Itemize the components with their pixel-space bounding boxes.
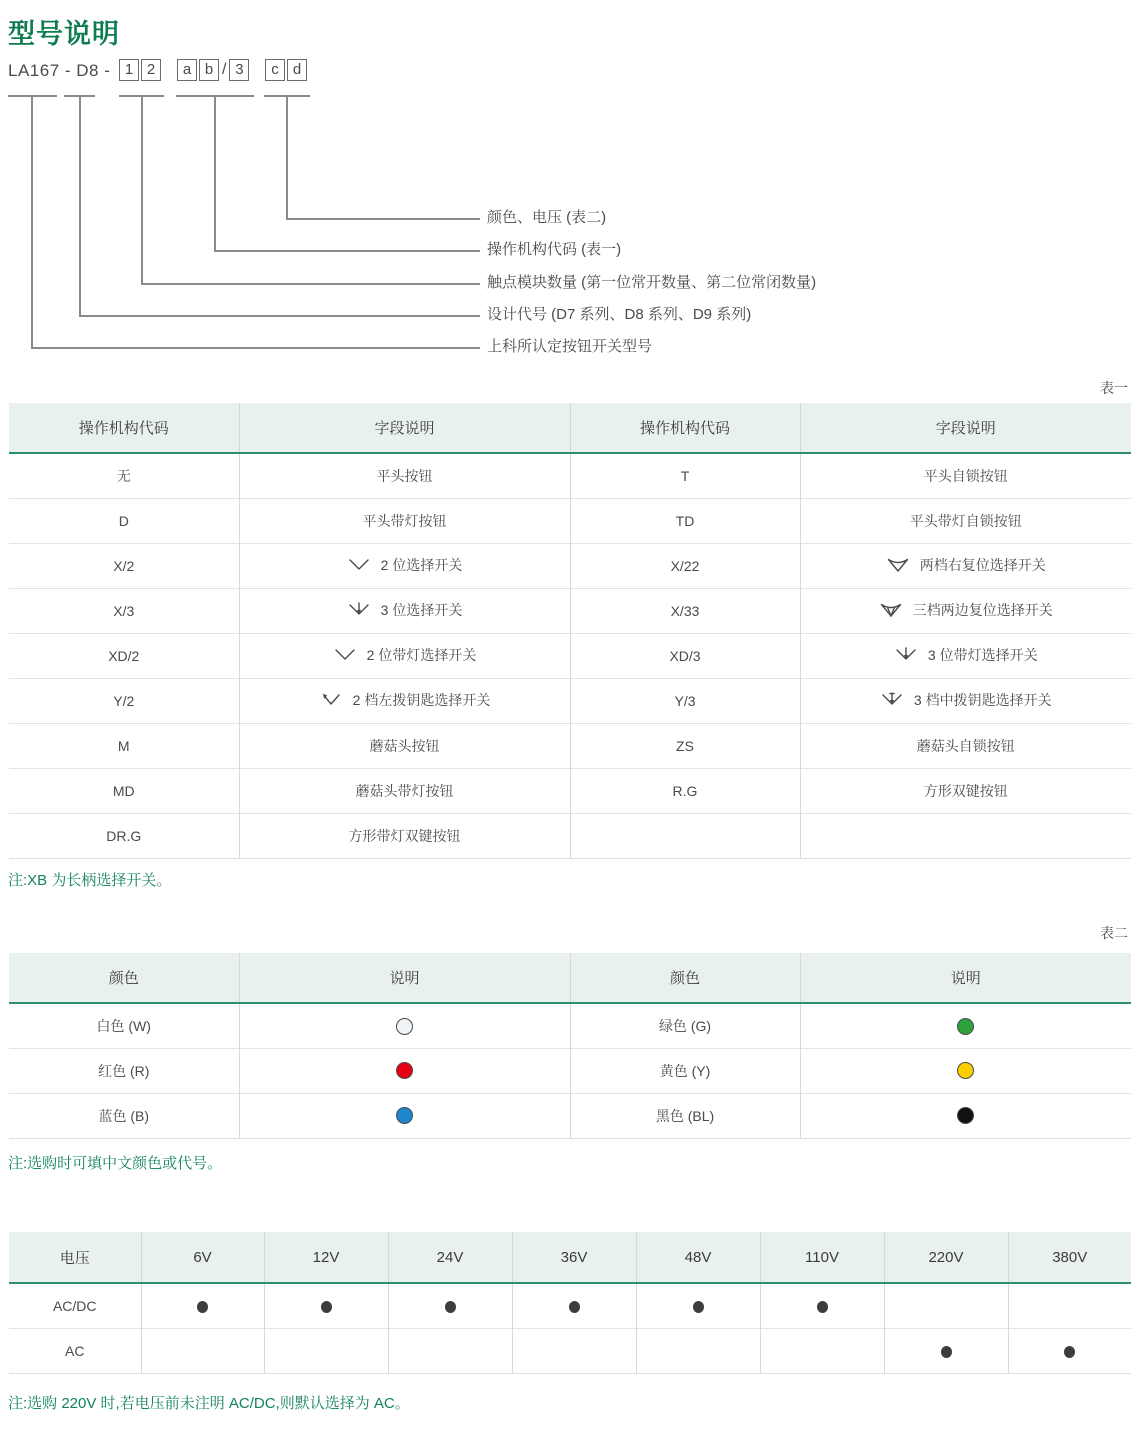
swatch-cell [239,1003,570,1048]
code-cell: DR.G [9,813,239,858]
key-middle-icon [880,692,904,708]
desc-text: 2 档左拨钥匙选择开关 [352,692,491,708]
color-table [9,953,1131,1139]
dot-mark [1064,1346,1075,1358]
desc-text: 平头带灯按钮 [362,512,447,529]
desc-text: 蘑菇头带灯按钮 [355,782,454,799]
callout-color-voltage: 颜色、电压 (表二) [487,209,607,226]
callout-design-code: 设计代号 (D7 系列、D8 系列、D9 系列) [487,306,752,323]
mark-cell [884,1328,1008,1373]
code-cell: XD/3 [570,633,800,678]
dot-mark [569,1301,580,1313]
swatch-cell [800,1048,1131,1093]
model-box: 2 [141,59,161,81]
red-swatch [396,1062,413,1079]
desc-cell [239,543,570,588]
callout-mechanism-code: 操作机构代码 (表一) [487,241,622,258]
table-row [9,453,1131,498]
code-cell: X/2 [9,543,239,588]
table-row [9,1048,1131,1093]
mark-cell [760,1283,884,1328]
connector-line [286,95,288,219]
desc-text: 蘑菇头自锁按钮 [916,737,1015,754]
code-cell: R.G [570,768,800,813]
code-cell: Y/3 [570,678,800,723]
model-box: d [287,59,307,81]
selector-2pos-icon [347,557,371,573]
voltage-table [9,1232,1131,1374]
code-cell: Y/2 [9,678,239,723]
blue-swatch [396,1107,413,1124]
column-header: 字段说明 [800,403,1131,453]
desc-text: 平头带灯自锁按钮 [909,512,1022,529]
code-cell: TD [570,498,800,543]
mark-cell [760,1328,884,1373]
table-row [9,1093,1131,1138]
column-header: 颜色 [570,953,800,1003]
callout-series-name: 上科所认定按钮开关型号 [487,338,653,355]
desc-cell [239,678,570,723]
column-header: 操作机构代码 [9,403,239,453]
model-box: 3 [229,59,249,81]
column-header: 220V [884,1232,1008,1283]
desc-text: 两档右复位选择开关 [919,556,1046,573]
table-row [9,768,1131,813]
connector-line [141,283,480,285]
model-box: b [199,59,219,81]
mark-cell [512,1283,636,1328]
desc-cell [239,768,570,813]
callout-contact-count: 触点模块数量 (第一位常开数量、第二位常闭数量) [487,274,817,291]
color-voltage-boxes [265,59,309,81]
selector-2pos-return-icon [886,556,910,573]
table-row [9,588,1131,633]
code-cell: X/22 [570,543,800,588]
column-header: 电压 [9,1232,141,1283]
desc-cell [800,633,1131,678]
desc-cell [800,498,1131,543]
table-row [9,543,1131,588]
table-row [9,1003,1131,1048]
selector-3pos-return-icon [879,601,903,618]
model-box: c [265,59,285,81]
desc-text: 3 档中拨钥匙选择开关 [913,692,1052,708]
slash-separator: / [222,61,227,78]
desc-cell [239,813,570,858]
code-cell: T [570,453,800,498]
desc-text: 三档两边复位选择开关 [912,601,1053,618]
connector-line [79,315,480,317]
mechanism-code-table [9,403,1131,859]
mark-cell [636,1283,760,1328]
dot-mark [817,1301,828,1313]
desc-cell [800,543,1131,588]
dot-mark [693,1301,704,1313]
desc-cell [800,813,1131,858]
dot-mark [445,1301,456,1313]
column-header: 48V [636,1232,760,1283]
swatch-cell [800,1003,1131,1048]
code-cell [570,813,800,858]
connector-line [214,95,216,251]
swatch-cell [239,1093,570,1138]
table-header-row [9,953,1131,1003]
mark-cell [388,1283,512,1328]
mark-cell [388,1328,512,1373]
desc-cell [800,453,1131,498]
mechanism-code-boxes [177,59,251,81]
yellow-swatch [957,1062,974,1079]
desc-cell [239,723,570,768]
row-label-cell: AC/DC [9,1283,141,1328]
connector-line [31,95,33,348]
model-box: a [177,59,197,81]
mark-cell [264,1283,388,1328]
column-header: 24V [388,1232,512,1283]
code-cell: XD/2 [9,633,239,678]
desc-cell [800,768,1131,813]
column-header: 说明 [239,953,570,1003]
desc-text: 3 位带灯选择开关 [927,647,1038,663]
table2-note: 注:选购时可填中文颜色或代号。 [8,1155,223,1172]
desc-cell [239,453,570,498]
color-name-cell: 绿色 (G) [570,1003,800,1048]
dot-mark [197,1301,208,1313]
desc-text: 方形双键按钮 [923,782,1008,799]
desc-cell [800,588,1131,633]
page-title: 型号说明 [8,19,120,49]
selector-2pos-icon [333,647,357,663]
color-name-cell: 黑色 (BL) [570,1093,800,1138]
dot-mark [321,1301,332,1313]
column-header: 6V [141,1232,264,1283]
desc-text: 2 位带灯选择开关 [366,647,477,663]
voltage-note: 注:选购 220V 时,若电压前未注明 AC/DC,则默认选择为 AC。 [8,1395,410,1412]
connector-line [214,250,480,252]
column-header: 字段说明 [239,403,570,453]
mark-cell [264,1328,388,1373]
mark-cell [636,1328,760,1373]
model-prefix: LA167 - D8 - [8,61,111,80]
table-row [9,813,1131,858]
selector-3pos-icon [347,602,371,618]
desc-text: 3 位选择开关 [380,602,463,618]
desc-cell [800,678,1131,723]
table1-note: 注:XB 为长柄选择开关。 [8,872,172,889]
desc-text: 平头自锁按钮 [923,467,1008,484]
table-row [9,723,1131,768]
white-swatch [396,1018,413,1035]
table1-corner-label: 表一 [1100,380,1128,396]
mark-cell [1008,1283,1131,1328]
column-header: 颜色 [9,953,239,1003]
green-swatch [957,1018,974,1035]
connector-line [79,95,81,316]
mark-cell [1008,1328,1131,1373]
table-row [9,633,1131,678]
code-cell: 无 [9,453,239,498]
desc-text: 方形带灯双键按钮 [348,827,461,844]
mark-cell [884,1283,1008,1328]
mark-cell [141,1328,264,1373]
column-header: 说明 [800,953,1131,1003]
connector-line [286,218,480,220]
desc-cell [239,498,570,543]
column-header: 操作机构代码 [570,403,800,453]
contact-count-boxes [119,59,163,81]
column-header: 110V [760,1232,884,1283]
table-row [9,1283,1131,1328]
code-cell: ZS [570,723,800,768]
color-name-cell: 白色 (W) [9,1003,239,1048]
model-box: 1 [119,59,139,81]
table-header-row [9,403,1131,453]
underline [8,95,57,97]
dot-mark [941,1346,952,1358]
column-header: 36V [512,1232,636,1283]
swatch-cell [239,1048,570,1093]
connector-line [31,347,480,349]
desc-cell [239,588,570,633]
code-cell: MD [9,768,239,813]
desc-text: 蘑菇头按钮 [369,737,440,754]
code-cell: D [9,498,239,543]
desc-text: 2 位选择开关 [380,557,463,573]
mark-cell [141,1283,264,1328]
color-name-cell: 红色 (R) [9,1048,239,1093]
black-swatch [957,1107,974,1124]
column-header: 380V [1008,1232,1131,1283]
connector-line [141,95,143,284]
table-row [9,498,1131,543]
code-cell: M [9,723,239,768]
desc-cell [800,723,1131,768]
swatch-cell [800,1093,1131,1138]
column-header: 12V [264,1232,388,1283]
desc-text: 平头按钮 [376,467,433,484]
table-row [9,678,1131,723]
color-name-cell: 黄色 (Y) [570,1048,800,1093]
row-label-cell: AC [9,1328,141,1373]
code-cell: X/33 [570,588,800,633]
desc-cell [239,633,570,678]
mark-cell [512,1328,636,1373]
table2-corner-label: 表二 [1100,925,1128,941]
code-cell: X/3 [9,588,239,633]
selector-3pos-icon [894,647,918,663]
color-name-cell: 蓝色 (B) [9,1093,239,1138]
table-row [9,1328,1131,1373]
key-left-icon [319,692,343,708]
table-header-row [9,1232,1131,1283]
